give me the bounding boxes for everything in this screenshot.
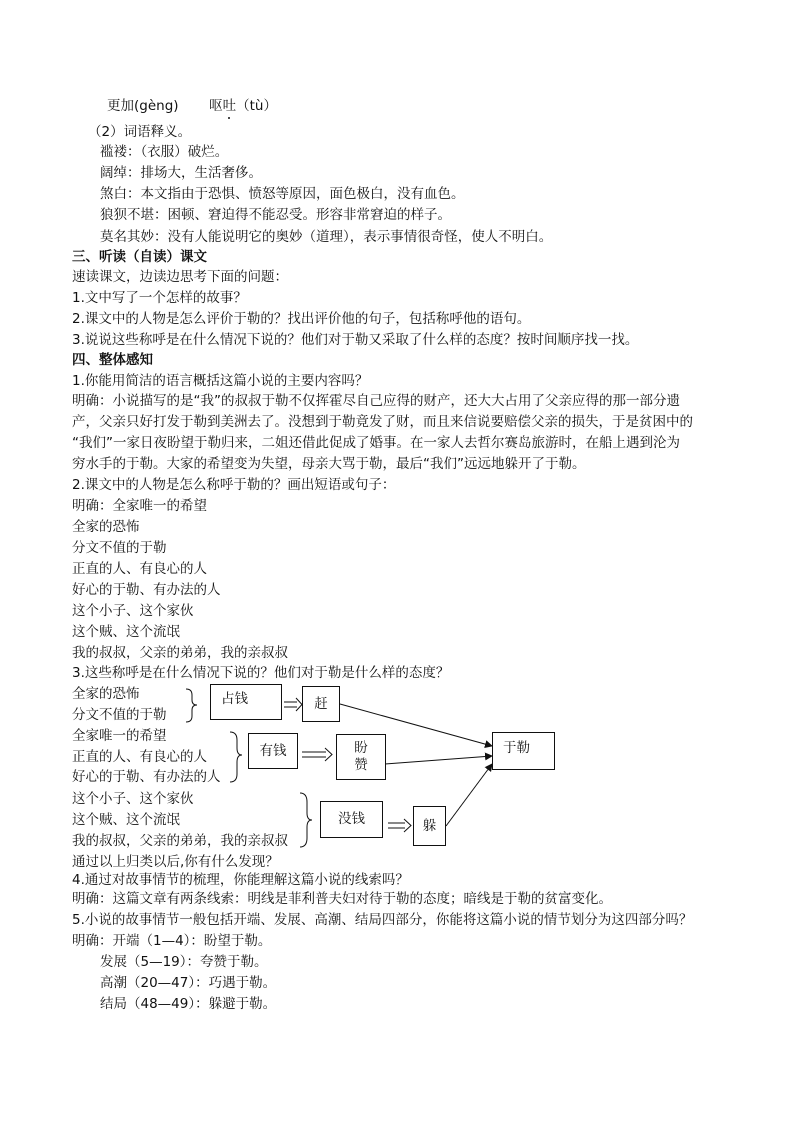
question: 1.文中写了一个怎样的故事？ <box>72 290 247 306</box>
box-panzan: 盼 赞 <box>336 734 386 780</box>
vocab-item: 褴褛：（衣服）破烂。 <box>100 144 229 160</box>
answer-line: 明确：这篇文章有两条线索：明线是菲利普夫妇对待于勒的态度；暗线是于勒的贫富变化。 <box>72 891 612 907</box>
question: 2.课文中的人物是怎么评价于勒的？找出评价他的句子，包括称呼他的语句。 <box>72 311 531 327</box>
diagram-label: 好心的于勒、有办法的人 <box>72 769 221 785</box>
answer-line: 明确：开端（1—4）：盼望于勒。 <box>72 933 272 949</box>
double-arrow-3 <box>388 819 411 832</box>
pron-item-1: 更加(gèng) <box>107 98 179 114</box>
answer-line: 我的叔叔，父亲的弟弟，我的亲叔叔 <box>72 645 288 661</box>
diagram-label: 全家的恐怖 <box>72 686 140 702</box>
diagram-label: 分文不值的于勒 <box>72 707 167 723</box>
vocab-heading: （2）词语释义。 <box>88 124 192 140</box>
question: 4.通过对故事情节的梳理，你能理解这篇小说的线索吗？ <box>72 872 409 888</box>
answer-line: 明确：小说描写的是“我”的叔叔于勒不仅挥霍尽自己应得的财产，还大大占用了父亲应得的那一部分遗 <box>72 393 680 409</box>
diagram-label: 这个小子、这个家伙 <box>72 791 194 807</box>
double-arrow-1 <box>284 698 302 711</box>
brace-1 <box>186 689 197 722</box>
box-gan: 赶 <box>302 686 340 722</box>
section-4-title: 四、整体感知 <box>72 352 153 368</box>
box-meiqian: 没钱 <box>320 801 383 838</box>
question: 3.这些称呼是在什么情况下说的？他们对于勒是什么样的态度？ <box>72 665 450 681</box>
answer-line: 分文不值的于勒 <box>72 540 167 556</box>
arrow-panzan-yule <box>385 756 492 764</box>
answer-line: 穷水手的于勒。大家的希望变为失望，母亲大骂于勒，最后“我们”远远地躲开了于勒。 <box>72 456 586 472</box>
question: 5.小说的故事情节一般包括开端、发展、高潮、结局四部分，你能将这篇小说的情节划分为这四部分吗？ <box>72 912 693 928</box>
answer-line: 这个贼、这个流氓 <box>72 624 180 640</box>
answer-line: 产，父亲只好打发于勒到美洲去了。没想到于勒竟发了财，而且来信说要赔偿父亲的损失，于是贫困中的 <box>72 414 693 430</box>
answer-line: 这个小子、这个家伙 <box>72 603 194 619</box>
diagram-summary: 通过以上归类以后,你有什么发现？ <box>72 854 279 870</box>
answer-line: 明确：全家唯一的希望 <box>72 498 207 514</box>
double-arrow-2 <box>302 748 332 761</box>
diagram-label: 正直的人、有良心的人 <box>72 749 207 765</box>
section-3-intro: 速读课文，边读边思考下面的问题： <box>72 269 288 285</box>
box-youqian: 有钱 <box>248 733 298 769</box>
section-3-title: 三、听读（自读）课文 <box>72 249 207 265</box>
question: 1.你能用简洁的语言概括这篇小说的主要内容吗？ <box>72 373 369 389</box>
answer-line: 高潮（20—47）：巧遇于勒。 <box>100 975 277 991</box>
diagram-label: 我的叔叔，父亲的弟弟，我的亲叔叔 <box>72 833 288 849</box>
box-duo: 躲 <box>413 806 446 846</box>
brace-3 <box>300 793 312 847</box>
brace-2 <box>230 732 242 782</box>
answer-line: “我们”一家日夜盼望于勒归来，二姐还借此促成了婚事。在一家人去哲尔赛岛旅游时，在船上遇到沦为 <box>72 435 680 451</box>
diagram-label: 全家唯一的希望 <box>72 728 167 744</box>
question: 3.说说这些称呼是在什么情况下说的？他们对于勒又采取了什么样的态度？按时间顺序找一找。 <box>72 332 639 348</box>
answer-line: 全家的恐怖 <box>72 519 140 535</box>
vocab-item: 狼狈不堪：困顿、窘迫得不能忍受。形容非常窘迫的样子。 <box>100 207 451 223</box>
answer-line: 发展（5—19）：夸赞于勒。 <box>100 954 268 970</box>
box-zhanqian: 占钱 <box>210 684 282 720</box>
pron-item-2: 呕吐（tù） <box>209 98 277 114</box>
answer-line: 好心的于勒、有办法的人 <box>72 582 221 598</box>
vocab-item: 阔绰：排场大，生活奢侈。 <box>100 165 262 181</box>
diagram-label: 这个贼、这个流氓 <box>72 812 180 828</box>
box-yule: 于勒 <box>492 732 555 770</box>
answer-line: 结局（48—49）：躲避于勒。 <box>100 996 277 1012</box>
arrow-duo-yule <box>446 764 492 826</box>
question: 2.课文中的人物是怎么称呼于勒的？画出短语或句子： <box>72 477 396 493</box>
vocab-item: 莫名其妙：没有人能说明它的奥妙（道理），表示事情很奇怪，使人不明白。 <box>100 229 553 245</box>
answer-line: 正直的人、有良心的人 <box>72 561 207 577</box>
vocab-item: 煞白：本文指由于恐惧、愤怒等原因，面色极白，没有血色。 <box>100 186 465 202</box>
